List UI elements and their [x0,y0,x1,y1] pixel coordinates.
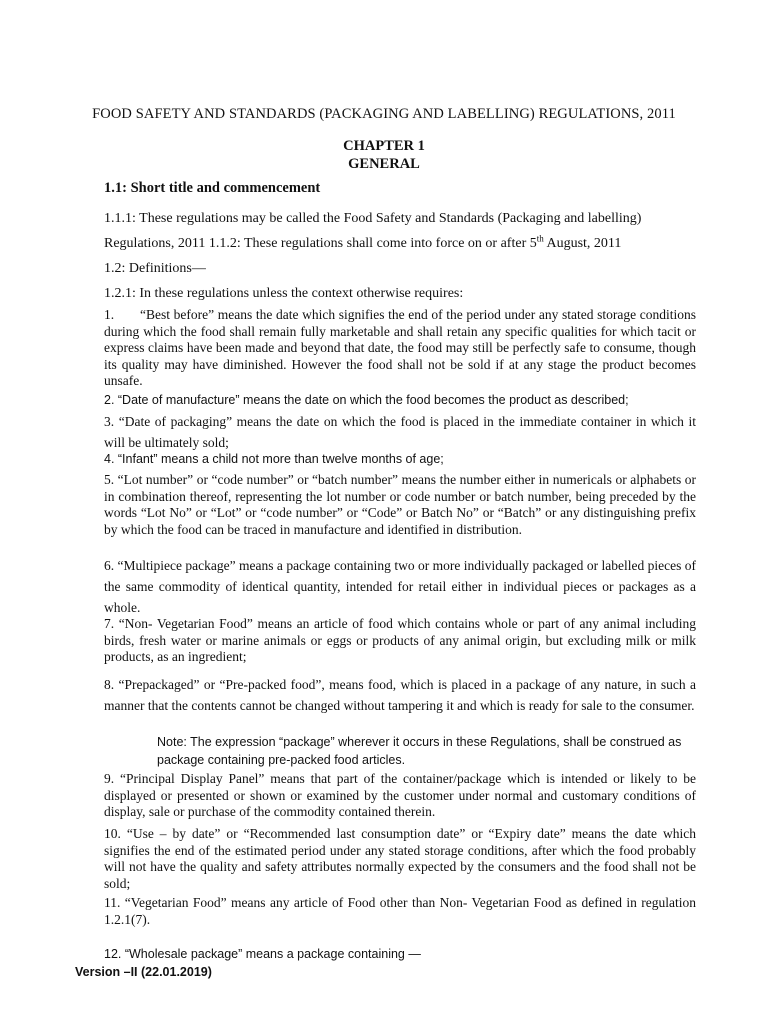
definition-vegetarian-food: 11. “Vegetarian Food” means any article of Food other than Non- Vegetarian Food as defined in regulation 1.2.1(7). [104,895,696,927]
paragraph-1-1-1-line-1: 1.1.1: These regulations may be called the Food Safety and Standards (Packaging and labelling) [104,211,642,226]
section-heading-definitions: 1.2: Definitions— [104,261,206,276]
definition-principal-display-panel: 9. “Principal Display Panel” means that part of the container/package which is intended or likely to be displayed or presented or shown or examined by the customer under normal and customary conditions of display, sale or purchase of the commodity contained therein. [104,771,696,820]
paragraph-1-1-1-line-2 [104,231,696,256]
definition-non-vegetarian-food: 7. “Non- Vegetarian Food” means an article of food which contains whole or part of any animal including birds, fresh water or marine animals or eggs or products of any animal origin, but excluding milk or milk products, as an ingredient; [104,616,696,665]
definition-multipiece-package: 6. “Multipiece package” means a package containing two or more individually packaged or labelled pieces of the same commodity of identical quantity, intended for retail either in individual pieces or packages as a whole. [104,558,696,615]
version-footer: Version –II (22.01.2019) [75,965,212,979]
chapter-heading [0,137,768,173]
section-heading-short-title: 1.1: Short title and commencement [104,180,321,196]
definition-text: “Best before” means the date which signifies the end of the period under any stated storage conditions during which the food shall remain fully marketable and shall retain any specific qualities for which tacit or express claims have been made and beyond that date, the food may still be perfectly safe to consume, though its quality may have diminished. However the food shall not be sold if at any stage the product becomes unsafe. [104,307,696,389]
definition-number: 1. [104,307,115,322]
chapter-number: CHAPTER 1 [343,138,425,154]
definition-use-by-date: 10. “Use – by date” or “Recommended last consumption date” or “Expiry date” means the date which signifies the end of the estimated period under any stated storage conditions, after which the food probably will not have the quality and safety attributes normally expected by the consumers and the food shall not be sold; [104,826,696,891]
paragraph-1-2-1: 1.2.1: In these regulations unless the context otherwise requires: [104,286,464,301]
paragraph-1-1-2-text: Regulations, 2011 1.1.2: These regulations shall come into force on or after 5 [104,236,537,251]
definition-lot-number: 5. “Lot number” or “code number” or “batch number” means the number either in numericals or alphabets or in combination thereof, representing the lot number or code number or batch number, being preceded by the words “Lot No” or “Lot” or “code number” or “Code” or Batch No” or “Batch” or any distinguishing prefix by which the food can be traced in manufacture and identified in distribution. [104,472,696,537]
definition-prepackaged: 8. “Prepackaged” or “Pre-packed food”, means food, which is placed in a package of any nature, in such a manner that the contents cannot be changed without tampering it and which is ready for sale to the consumer. [104,677,696,713]
chapter-name: GENERAL [348,156,420,172]
paragraph-1-1-2-date: August, 2011 [543,236,622,251]
document-title: FOOD SAFETY AND STANDARDS (PACKAGING AND LABELLING) REGULATIONS, 2011 [92,106,676,122]
paragraph-1-1-1 [104,206,696,281]
definition-date-of-manufacture: 2. “Date of manufacture” means the date on which the food becomes the product as described; [104,393,629,407]
definition-best-before [104,307,696,390]
definition-date-of-packaging: 3. “Date of packaging” means the date on which the food is placed in the immediate container in which it will be ultimately sold; [104,414,696,450]
ordinal-suffix: th [536,233,544,244]
note-package: Note: The expression “package” wherever it occurs in these Regulations, shall be construed as package containing pre-packed food articles. [157,735,682,767]
definition-infant: 4. “Infant” means a child not more than twelve months of age; [104,452,444,466]
definition-wholesale-package: 12. “Wholesale package” means a package containing — [104,947,421,961]
